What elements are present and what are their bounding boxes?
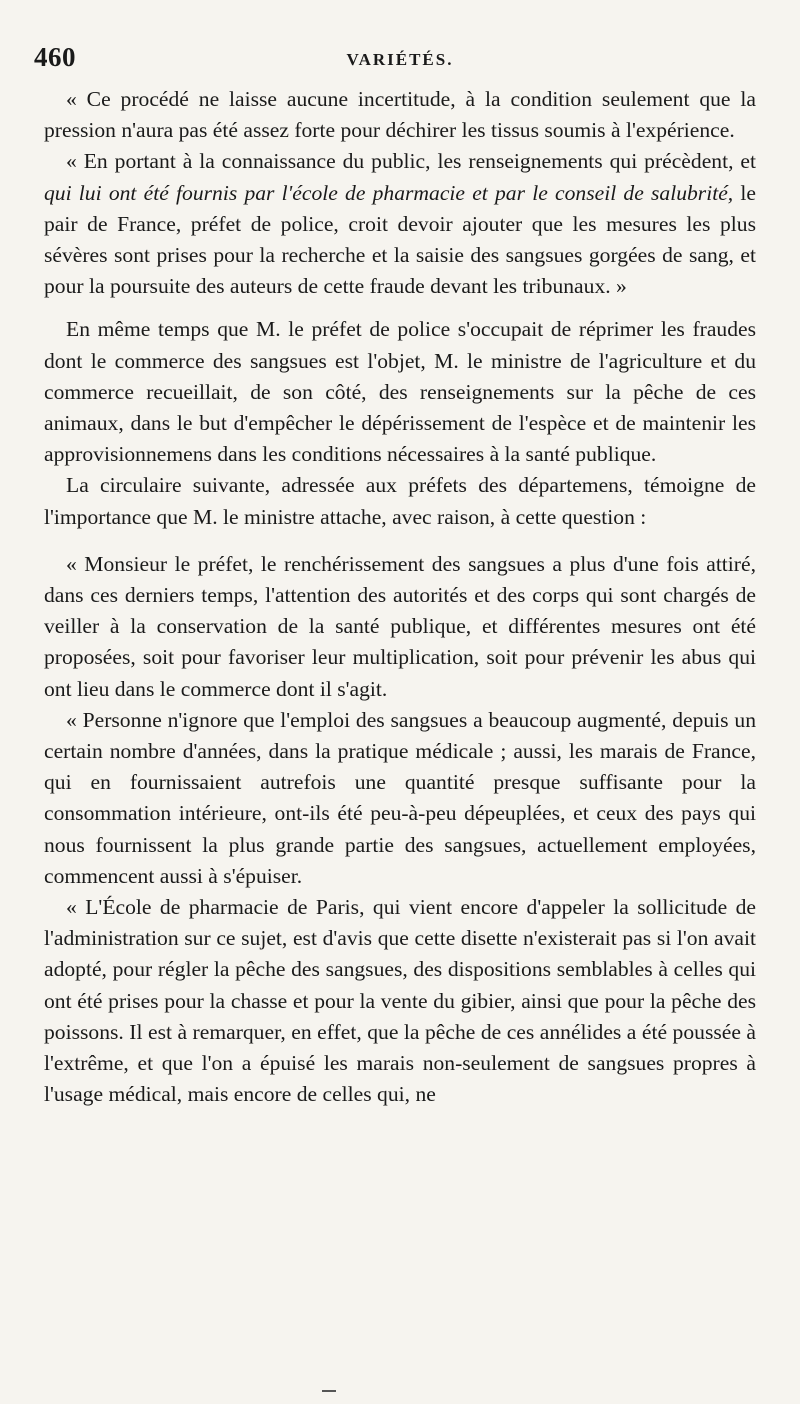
paragraph-italic-source: qui lui ont été fournis par l'école de pharmacie et par le conseil de salubrité, xyxy=(44,180,734,205)
paragraph-personne-ignore: « Personne n'ignore que l'emploi des sangsues a beaucoup augmenté, depuis un certain nombre d'années, dans la pratique médicale ; aussi, les marais de France, qui en fournissaient autrefois une quantité presque suffisante pour la consommation intérieure, ont-ils été peu-à-peu dépeuplées, et ceux des pays qui nous fournissent la plus grande partie des sangsues, actuellement employées, commencent aussi à s'épuiser. xyxy=(44,707,756,888)
section-title: VARIÉTÉS. xyxy=(346,50,454,69)
paragraph-ecole-pharmacie: « L'École de pharmacie de Paris, qui vient encore d'appeler la sollicitude de l'administration sur ce sujet, est d'avis que cette disette n'existerait pas si l'on avait adopté, pour régler la pêche des sangsues, des dispositions semblables à celles qui ont été prises pour la chasse et pour la vente du gibier, ainsi que pour la pêche des poissons. Il est à remarquer, en effet, que la pêche de ces annélides a été poussée à l'extrême, et que l'on a épuisé les marais non-seulement de sangsues propres à l'usage médical, mais encore de celles qui, ne xyxy=(44,895,756,1107)
running-head xyxy=(34,38,756,78)
paragraph-meme-temps: En même temps que M. le préfet de police s'occupait de réprimer les fraudes dont le commerce des sangsues est l'objet, M. le ministre de l'agriculture et du commerce recueillait, de son côté, des renseignements sur la pêche de ces animaux, dans le but d'empêcher le dépérissement de l'espèce et de maintenir les approvisionnemens dans les conditions nécessaires à la santé publique. xyxy=(44,317,756,467)
paragraph-text-start: « En portant à la connaissance du public, les renseignements qui précèdent, et xyxy=(66,149,756,174)
paragraph-connaissance-public xyxy=(44,146,756,302)
footer-dash-mark xyxy=(322,1390,336,1392)
paragraph-monsieur-prefet: « Monsieur le préfet, le renchérissement des sangsues a plus d'une fois attiré, dans ces derniers temps, l'attention des autorités et des corps qui sont chargés de veiller à la conservation de la santé publique, et différentes mesures ont été proposées, soit pour favoriser leur multiplication, soit pour prévenir les abus qui ont lieu dans le commerce dont il s'agit. xyxy=(44,551,756,701)
paragraph-text-end: le pair de France, préfet de police, croit devoir ajouter que les mesures les plus sévères sont prises pour la recherche et la saisie des sangsues gorgées de sang, et pour la poursuite des auteurs de cette fraude devant les tribunaux. » xyxy=(44,180,757,299)
paragraph-procede: « Ce procédé ne laisse aucune incertitude, à la condition seulement que la pression n'aura pas été assez forte pour déchirer les tissus soumis à l'expérience. xyxy=(44,87,756,143)
page-number: 460 xyxy=(34,42,76,72)
paragraph-circulaire: La circulaire suivante, adressée aux préfets des départemens, témoigne de l'importance que M. le ministre attache, avec raison, à cette question : xyxy=(44,473,756,529)
